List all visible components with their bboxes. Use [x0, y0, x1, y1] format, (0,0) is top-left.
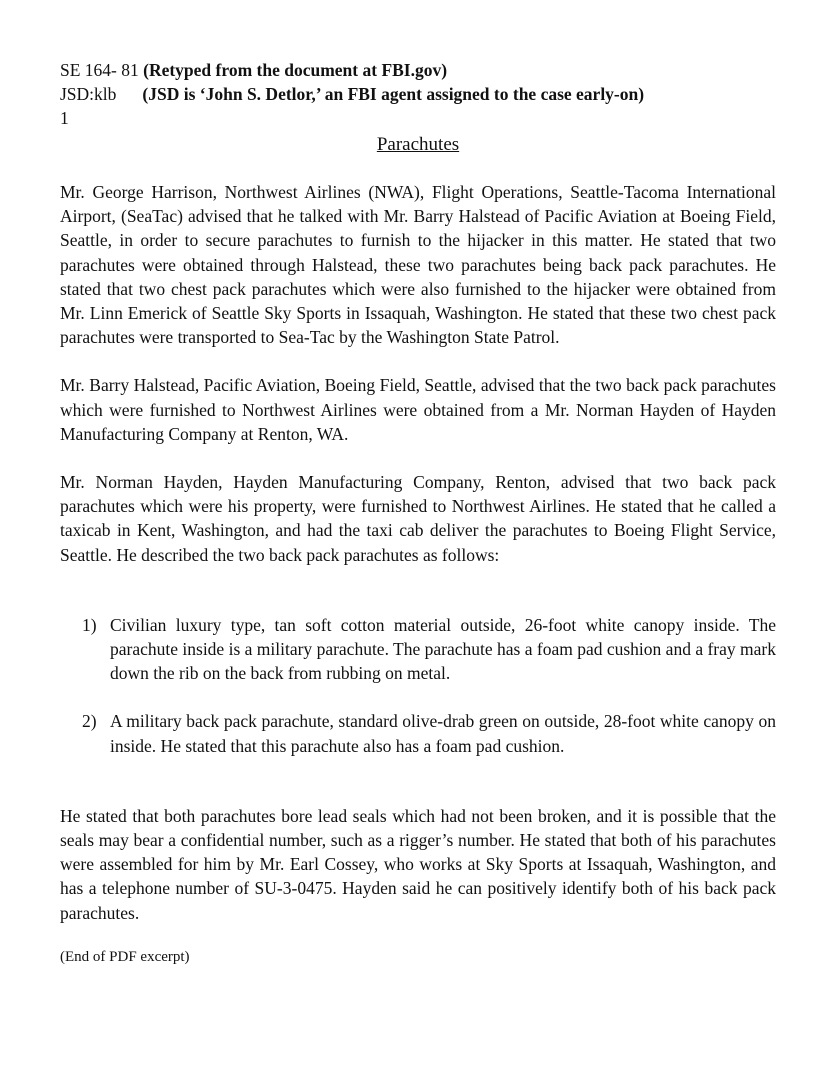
endnote: (End of PDF excerpt): [60, 948, 190, 965]
page-number: 1: [60, 108, 69, 128]
author-initials: JSD:klb: [60, 84, 117, 104]
author-note: (JSD is ‘John S. Detlor,’ an FBI agent assigned to the case early-on): [142, 84, 645, 104]
list-item-number: 1): [82, 614, 97, 635]
page-title: Parachutes: [376, 134, 460, 155]
document-page: [60, 58, 776, 967]
list-item: [82, 709, 776, 757]
retyped-note: (Retyped from the document at FBI.gov): [143, 60, 448, 80]
list-item-text: A military back pack parachute, standard olive-drab green on outside, 28-foot white canopy on inside. He stated that this parachute also has a foam pad cushion.: [110, 711, 776, 756]
list-item-text: Civilian luxury type, tan soft cotton material outside, 26-foot white canopy inside. The parachute inside is a military parachute. The parachute has a foam pad cushion and a fray mark down the rib on the back from rubbing on metal.: [110, 614, 776, 684]
file-reference: SE 164- 81: [60, 60, 139, 80]
list-item: [82, 613, 776, 686]
paragraph-3: Mr. Norman Hayden, Hayden Manufacturing Company, Renton, advised that two back pack parachutes which were his property, were furnished to Northwest Airlines. He stated that he called a taxicab in Kent, Washington, and had the taxi cab deliver the parachutes to Boeing Flight Service, Seattle. He described the two back pack parachutes as follows:: [60, 472, 776, 565]
header-line-2: [60, 82, 776, 106]
parachute-list: [60, 613, 776, 758]
list-item-number: 2): [82, 711, 97, 732]
closing-paragraph: He stated that both parachutes bore lead seals which had not been broken, and it is possible that the seals may bear a confidential number, such as a rigger’s number. He stated that both of his parachutes were assembled for him by Mr. Earl Cossey, who works at Sky Sports at Issaquah, Washington, and has a telephone number of SU-3-0475. Hayden said he can positively identify both of his back pack parachutes.: [60, 805, 776, 923]
header-line-1: [60, 58, 776, 82]
paragraph-1: Mr. George Harrison, Northwest Airlines (NWA), Flight Operations, Seattle-Tacoma International Airport, (SeaTac) advised that he talked with Mr. Barry Halstead of Pacific Aviation at Boeing Field, Seattle, in order to secure parachutes to furnish to the hijacker in this matter. He stated that two parachutes were obtained through Halstead, these two parachutes being back pack parachutes. He stated that two chest pack parachutes which were also furnished to the hijacker were obtained from Mr. Linn Emerick of Seattle Sky Sports in Issaquah, Washington. He stated that these two chest pack parachutes were transported to Sea-Tac by the Washington State Patrol.: [60, 182, 776, 348]
paragraph-2: Mr. Barry Halstead, Pacific Aviation, Boeing Field, Seattle, advised that the two back pack parachutes which were furnished to Northwest Airlines were obtained from a Mr. Norman Hayden of Hayden Manufacturing Company at Renton, WA.: [60, 375, 776, 444]
